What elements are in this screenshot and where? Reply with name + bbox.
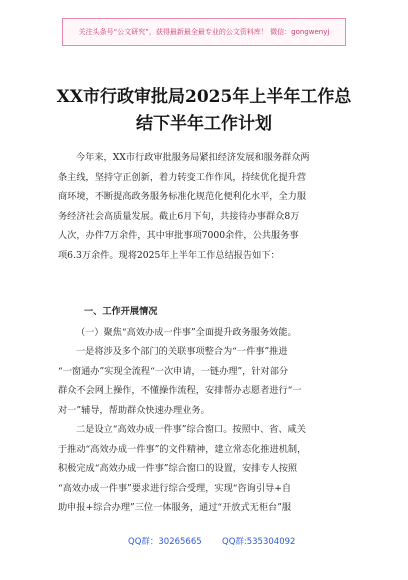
intro-paragraph — [58, 148, 360, 265]
paragraph-line: 于推动“高效办成一件事”的文件精神，建立常态化推进机制， — [58, 443, 307, 455]
intro-line: 人次，办件7万余件，其中审批事项7000余件，公共服务事 — [58, 230, 299, 241]
promo-banner — [62, 18, 346, 46]
title-line-2: 结下半年工作计划 — [136, 114, 272, 134]
paragraph-line: 对一”辅导，帮助群众快速办理业务。 — [58, 404, 210, 416]
intro-line: 今年来，XX市行政审批服务局紧扣经济发展和服务群众两 — [76, 152, 310, 163]
paragraph-measure-1 — [58, 342, 360, 420]
subheading-text: （一）聚焦“高效办成一件事”全面提升政务服务效能。 — [76, 327, 297, 338]
intro-line: 条主线，坚持守正创新，着力转变工作作风，持续优化提升营 — [58, 171, 307, 183]
qq-group-1: QQ群：30265665 — [128, 537, 202, 547]
title-line-1: XX市行政审批局2025年上半年工作总 — [56, 87, 352, 107]
paragraph-line: 二是设立“高效办成一件事”综合窗口。按照中、省、咸关 — [76, 424, 306, 435]
footer-contacts — [0, 535, 408, 551]
promo-banner-text: 关注头条号“公文研究”，获得最新最全最专业的公文资料库！ 微信：gongwenyj — [78, 28, 330, 36]
intro-line: 务经济社会高质量发展。截止6月下旬，共接待办事群众8万 — [58, 210, 300, 222]
intro-line: 项6.3万余件。现将2025年上半年工作总结报告如下： — [58, 249, 280, 261]
section-heading: 一、工作开展情况 — [84, 306, 158, 317]
paragraph-measure-2 — [58, 420, 360, 518]
paragraph-line: 一是将涉及多个部门的关联事项整合为“一件事”推进 — [76, 346, 288, 357]
paragraph-line: “一窗通办”实现全流程“一次申请，一链办理”，针对部分 — [58, 365, 289, 377]
paragraph-line: 群众不会网上操作，不懂操作流程，安排帮办志愿者进行“一 — [58, 385, 302, 396]
subheading — [76, 323, 378, 343]
document-title — [40, 84, 368, 138]
intro-line: 商环境，不断提高政务服务标准化规范化便利化水平，全力服 — [58, 191, 307, 202]
paragraph-line: 助申报+综合办理”三位一体服务，通过“开放式无柜台”服 — [58, 502, 292, 513]
paragraph-line: 积极完成“高效办成一件事”综合窗口的设置，安排专人按照 — [58, 463, 298, 474]
qq-group-2: QQ群:535304092 — [222, 537, 296, 547]
paragraph-line: “高效办成一件事”要求进行综合受理，实现“咨询引导+自 — [58, 482, 292, 494]
